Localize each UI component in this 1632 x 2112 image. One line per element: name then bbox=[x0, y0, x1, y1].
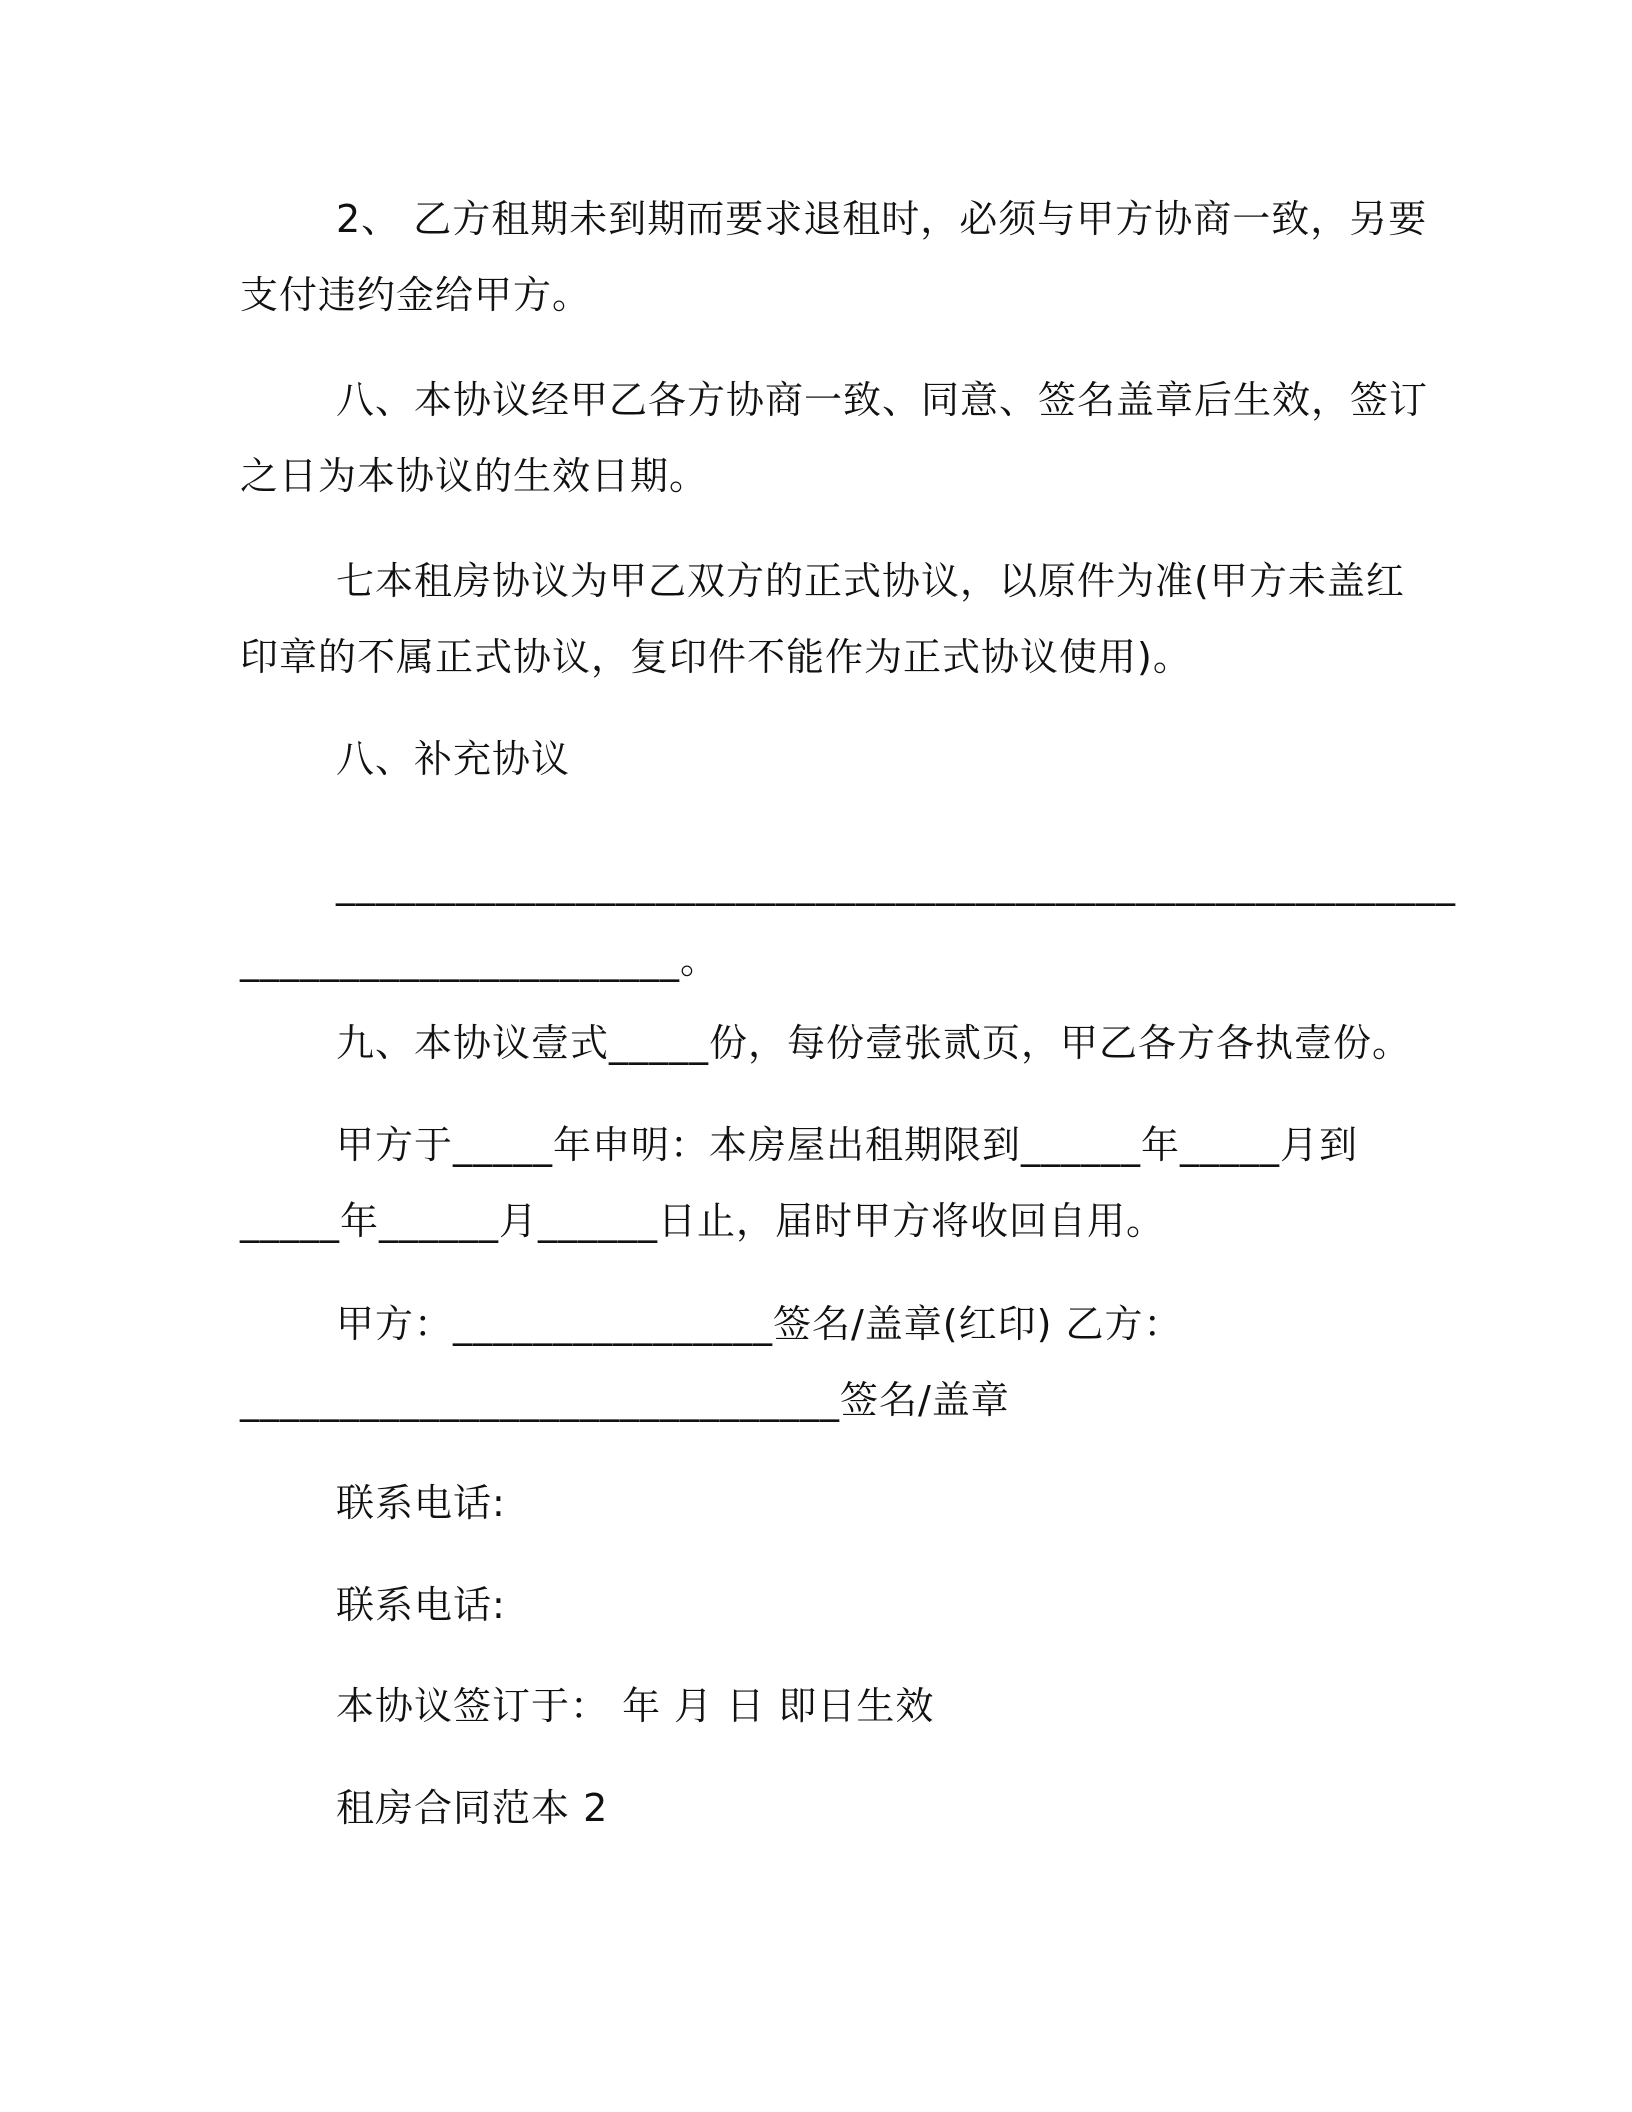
text-line: 租房合同范本 2 bbox=[336, 1786, 609, 1830]
text-line: 八、补充协议 bbox=[336, 737, 571, 781]
text-line: 本协议签订于： 年 月 日 即日生效 bbox=[336, 1684, 935, 1728]
clause-official-agreement bbox=[240, 543, 1405, 695]
signature-line: ______________________________签名/盖章 bbox=[240, 1378, 1010, 1422]
text-line: 八、本协议经甲乙各方协商一致、同意、签名盖章后生效，签订 bbox=[336, 378, 1429, 422]
text-line: 联系电话: bbox=[336, 1583, 506, 1627]
signature-block bbox=[240, 1286, 1390, 1438]
supplementary-blank-lines bbox=[240, 846, 1456, 998]
text-line: 之日为本协议的生效日期。 bbox=[240, 454, 709, 498]
signing-date bbox=[240, 1668, 1390, 1744]
text-line: 七本租房协议为甲乙双方的正式协议，以原件为准(甲方未盖红 bbox=[336, 559, 1405, 603]
text-line: 支付违约金给甲方。 bbox=[240, 273, 592, 317]
text-line: 甲方于_____年申明：本房屋出租期限到______年_____月到 bbox=[336, 1123, 1359, 1167]
section-title-contract-2 bbox=[240, 1770, 1390, 1846]
text-line: 2、 乙方租期未到期而要求退租时，必须与甲方协商一致，另要 bbox=[336, 197, 1428, 241]
clause-lease-term-statement bbox=[240, 1107, 1390, 1259]
heading-supplementary-agreement bbox=[240, 721, 1390, 797]
contact-phone-1 bbox=[240, 1465, 1390, 1541]
clause-copies bbox=[240, 1005, 1412, 1081]
blank-line: ______________________。 bbox=[240, 938, 720, 982]
text-line: 印章的不属正式协议，复印件不能作为正式协议使用)。 bbox=[240, 635, 1192, 679]
text-line: 联系电话: bbox=[336, 1481, 506, 1525]
signature-line: 甲方：________________签名/盖章(红印) 乙方： bbox=[336, 1302, 1183, 1346]
text-line: _____年______月______日止，届时甲方将收回自用。 bbox=[240, 1199, 1166, 1243]
blank-line: ________________________________________________________ bbox=[336, 862, 1456, 906]
text-line: 九、本协议壹式_____份，每份壹张贰页，甲乙各方各执壹份。 bbox=[336, 1021, 1412, 1065]
clause-early-termination bbox=[240, 181, 1428, 333]
contact-phone-2 bbox=[240, 1567, 1390, 1643]
clause-effective-date bbox=[240, 362, 1429, 514]
